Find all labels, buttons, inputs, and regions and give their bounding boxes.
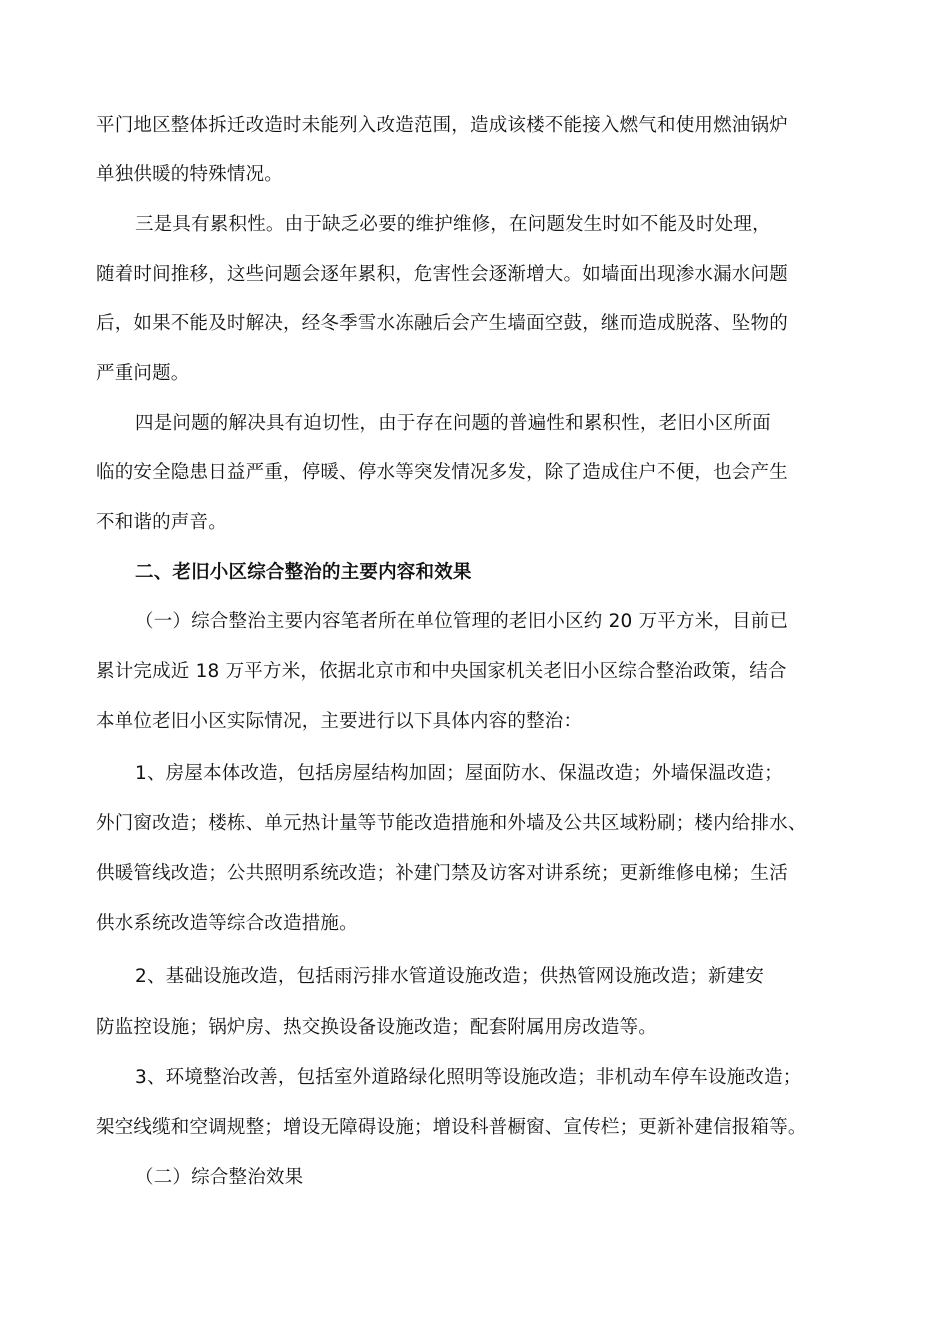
paragraph-line-13: 本单位老旧小区实际情况，主要进行以下具体内容的整治： [96, 711, 583, 732]
paragraph-line-15: 外门窗改造；楼栋、单元热计量等节能改造措施和外墙及公共区域粉刷；楼内给排水、 [96, 813, 807, 834]
paragraph-line-19: 防监控设施；锅炉房、热交换设备设施改造；配套附属用房改造等。 [96, 1017, 658, 1038]
paragraph-line-14: 1、房屋本体改造，包括房屋结构加固；屋面防水、保温改造；外墙保温改造； [135, 763, 783, 784]
paragraph-line-9: 不和谐的声音。 [96, 512, 227, 533]
paragraph-line-2: 单独供暖的特殊情况。 [96, 164, 284, 185]
section-heading: 二、老旧小区综合整治的主要内容和效果 [135, 562, 472, 583]
subheading-line: （二）综合整治效果 [135, 1167, 304, 1188]
paragraph-line-16: 供暖管线改造；公共照明系统改造；补建门禁及访客对讲系统；更新维修电梯；生活 [96, 863, 788, 884]
paragraph-line-17: 供水系统改造等综合改造措施。 [96, 913, 358, 934]
paragraph-line-21: 架空线缆和空调规整；增设无障碍设施；增设科普橱窗、宣传栏；更新补建信报箱等。 [96, 1117, 807, 1138]
paragraph-line-8: 临的安全隐患日益严重，停暖、停水等突发情况多发，除了造成住户不便，也会产生 [96, 462, 788, 483]
paragraph-line-5: 后，如果不能及时解决，经冬季雪水冻融后会产生墙面空鼓，继而造成脱落、坠物的 [96, 313, 788, 334]
paragraph-line-1: 平门地区整体拆迁改造时未能列入改造范围，造成该楼不能接入燃气和使用燃油锅炉 [96, 115, 788, 136]
paragraph-line-7: 四是问题的解决具有迫切性，由于存在问题的普遍性和累积性，老旧小区所面 [135, 413, 771, 434]
paragraph-line-18: 2、基础设施改造，包括雨污排水管道设施改造；供热管网设施改造；新建安 [135, 966, 765, 987]
paragraph-line-3: 三是具有累积性。由于缺乏必要的维护维修，在问题发生时如不能及时处理， [135, 214, 771, 235]
paragraph-line-6: 严重问题。 [96, 363, 190, 384]
paragraph-line-20: 3、环境整治改善，包括室外道路绿化照明等设施改造；非机动车停车设施改造； [135, 1067, 802, 1088]
paragraph-line-4: 随着时间推移，这些问题会逐年累积，危害性会逐渐增大。如墙面出现渗水漏水问题 [96, 264, 788, 285]
paragraph-line-11: （一）综合整治主要内容笔者所在单位管理的老旧小区约 20 万平方米，目前已 [135, 611, 789, 632]
paragraph-line-12: 累计完成近 18 万平方米，依据北京市和中央国家机关老旧小区综合整治政策，结合 [96, 661, 787, 682]
